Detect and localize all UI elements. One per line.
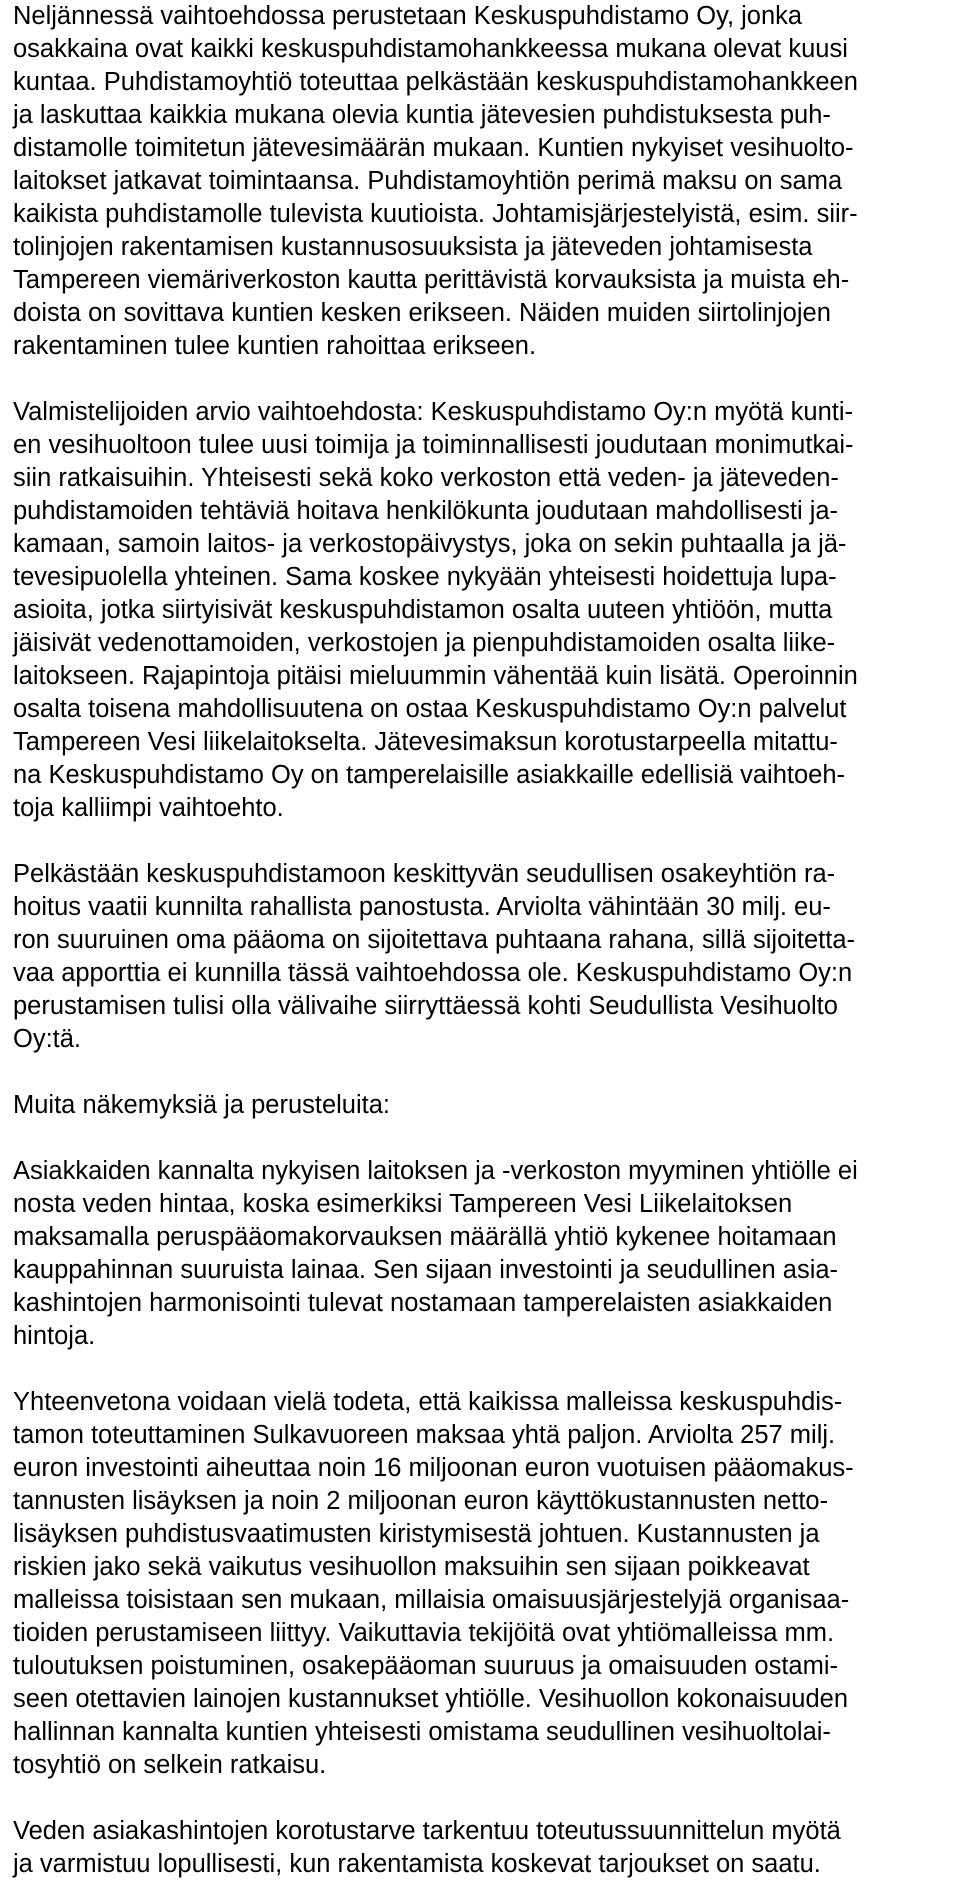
text-line: kauppahinnan suuruista lainaa. Sen sijaan investointi ja seudullinen asia-	[13, 1256, 839, 1284]
text-line: ja laskuttaa kaikkia mukana olevia kuntia jätevesien puhdistuksesta puh-	[13, 101, 831, 129]
text-line: osakkaina ovat kaikki keskuspuhdistamohankkeessa mukana olevat kuusi	[13, 35, 848, 63]
paragraph-asiakkaiden-kannalta	[13, 1155, 953, 1353]
text-line: asioita, jotka siirtyisivät keskuspuhdistamon osalta uuteen yhtiöön, mutta	[13, 596, 833, 624]
text-line: tolinjojen rakentamisen kustannusosuuksista ja jäteveden johtamisesta	[13, 233, 813, 261]
text-line: kuntaa. Puhdistamoyhtiö toteuttaa pelkästään keskuspuhdistamohankkeen	[13, 68, 858, 96]
text-line: osalta toisena mahdollisuutena on ostaa Keskuspuhdistamo Oy:n palvelut	[13, 695, 847, 723]
text-line: laitokseen. Rajapintoja pitäisi mieluummin vähentää kuin lisätä. Operoinnin	[13, 662, 858, 690]
paragraph-gap	[13, 825, 953, 858]
text-line: hallinnan kannalta kuntien yhteisesti omistama seudullinen vesihuoltolai-	[13, 1718, 831, 1746]
text-line: Veden asiakashintojen korotustarve tarkentuu toteutussuunnittelun myötä	[13, 1817, 841, 1845]
text-line: tioiden perustamiseen liittyy. Vaikuttavia tekijöitä ovat yhtiömalleissa mm.	[13, 1619, 835, 1647]
text-line: kamaan, samoin laitos- ja verkostopäivystys, joka on sekin puhtaalla ja jä-	[13, 530, 847, 558]
text-line: seen otettavien lainojen kustannukset yhtiölle. Vesihuollon kokonaisuuden	[13, 1685, 849, 1713]
text-line: tevesipuolella yhteinen. Sama koskee nykyään yhteisesti hoidettuja lupa-	[13, 563, 837, 591]
paragraph-gap	[13, 1782, 953, 1815]
text-line: perustamisen tulisi olla välivaihe siirryttäessä kohti Seudullista Vesihuolto	[13, 992, 838, 1020]
text-line: nosta veden hintaa, koska esimerkiksi Tampereen Vesi Liikelaitoksen	[13, 1190, 793, 1218]
text-line: tuloutuksen poistuminen, osakepääoman suuruus ja omaisuuden ostami-	[13, 1652, 838, 1680]
text-line: malleissa toisistaan sen mukaan, millaisia omaisuusjärjestelyjä organisaa-	[13, 1586, 850, 1614]
paragraph-yhteenvetona	[13, 1386, 953, 1782]
text-line: laitokset jatkavat toimintaansa. Puhdistamoyhtiön perimä maksu on sama	[13, 167, 843, 195]
text-line: siin ratkaisuihin. Yhteisesti sekä koko verkoston että veden- ja jäteveden-	[13, 464, 839, 492]
text-line: Neljännessä vaihtoehdossa perustetaan Keskuspuhdistamo Oy, jonka	[13, 2, 803, 30]
paragraph-gap	[13, 1056, 953, 1089]
paragraph-rahoitus	[13, 858, 953, 1056]
text-line: kashintojen harmonisointi tulevat nostamaan tamperelaisten asiakkaiden	[13, 1289, 833, 1317]
text-line: Pelkästään keskuspuhdistamoon keskittyvän seudullisen osakeyhtiön ra-	[13, 860, 836, 888]
paragraph-asiakashintojen-korotustarve	[13, 1815, 953, 1881]
text-line: Tampereen viemäriverkoston kautta perittävistä korvauksista ja muista eh-	[13, 266, 850, 294]
text-line: distamolle toimitetun jätevesimäärän mukaan. Kuntien nykyiset vesihuolto-	[13, 134, 854, 162]
text-line: kaikista puhdistamolle tulevista kuutioista. Johtamisjärjestelyistä, esim. siir-	[13, 200, 858, 228]
paragraph-gap	[13, 1353, 953, 1386]
text-line: tannusten lisäyksen ja noin 2 miljoonan euron käyttökustannusten netto-	[13, 1487, 829, 1515]
paragraph-valmistelijoiden-arvio	[13, 396, 953, 825]
text-line: Oy:tä.	[13, 1025, 82, 1053]
text-line: Yhteenvetona voidaan vielä todeta, että kaikissa malleissa keskuspuhdis-	[13, 1388, 843, 1416]
text-line: Valmistelijoiden arvio vaihtoehdosta: Keskuspuhdistamo Oy:n myötä kunti-	[13, 398, 854, 426]
text-line: Muita näkemyksiä ja perusteluita:	[13, 1091, 391, 1119]
text-line: tosyhtiö on selkein ratkaisu.	[13, 1751, 327, 1779]
text-line: rakentaminen tulee kuntien rahoittaa erikseen.	[13, 332, 537, 360]
section-heading-muita-nakemyksia	[13, 1089, 953, 1122]
paragraph-gap	[13, 1122, 953, 1155]
text-line: vaa apporttia ei kunnilla tässä vaihtoehdossa ole. Keskuspuhdistamo Oy:n	[13, 959, 853, 987]
text-line: hintoja.	[13, 1322, 96, 1350]
text-line: maksamalla peruspääomakorvauksen määrällä yhtiö kykenee hoitamaan	[13, 1223, 837, 1251]
text-line: Asiakkaiden kannalta nykyisen laitoksen ja -verkoston myyminen yhtiölle ei	[13, 1157, 858, 1185]
text-line: toja kalliimpi vaihtoehto.	[13, 794, 284, 822]
text-line: Tampereen Vesi liikelaitokselta. Jätevesimaksun korotustarpeella mitattu-	[13, 728, 838, 756]
text-line: en vesihuoltoon tulee uusi toimija ja toiminnallisesti joudutaan monimutkai-	[13, 431, 854, 459]
text-line: riskien jako sekä vaikutus vesihuollon maksuihin sen sijaan poikkeavat	[13, 1553, 810, 1581]
text-line: lisäyksen puhdistusvaatimusten kiristymisestä johtuen. Kustannusten ja	[13, 1520, 820, 1548]
paragraph-keskuspuhdistamo-oy	[13, 0, 953, 363]
text-line: euron investointi aiheuttaa noin 16 miljoonan euron vuotuisen pääomakus-	[13, 1454, 854, 1482]
text-line: puhdistamoiden tehtäviä hoitava henkilökunta joudutaan mahdollisesti ja-	[13, 497, 839, 525]
text-line: na Keskuspuhdistamo Oy on tamperelaisille asiakkaille edellisiä vaihtoeh-	[13, 761, 846, 789]
text-line: tamon toteuttaminen Sulkavuoreen maksaa yhtä paljon. Arviolta 257 milj.	[13, 1421, 836, 1449]
paragraph-gap	[13, 363, 953, 396]
text-line: hoitus vaatii kunnilta rahallista panostusta. Arviolta vähintään 30 milj. eu-	[13, 893, 831, 921]
text-line: doista on sovittava kuntien kesken erikseen. Näiden muiden siirtolinjojen	[13, 299, 831, 327]
text-line: ja varmistuu lopullisesti, kun rakentamista koskevat tarjoukset on saatu.	[13, 1850, 821, 1878]
text-line: ron suuruinen oma pääoma on sijoitettava puhtaana rahana, sillä sijoitetta-	[13, 926, 856, 954]
text-line: jäisivät vedenottamoiden, verkostojen ja pienpuhdistamoiden osalta liike-	[13, 629, 836, 657]
document-page	[13, 0, 953, 1881]
